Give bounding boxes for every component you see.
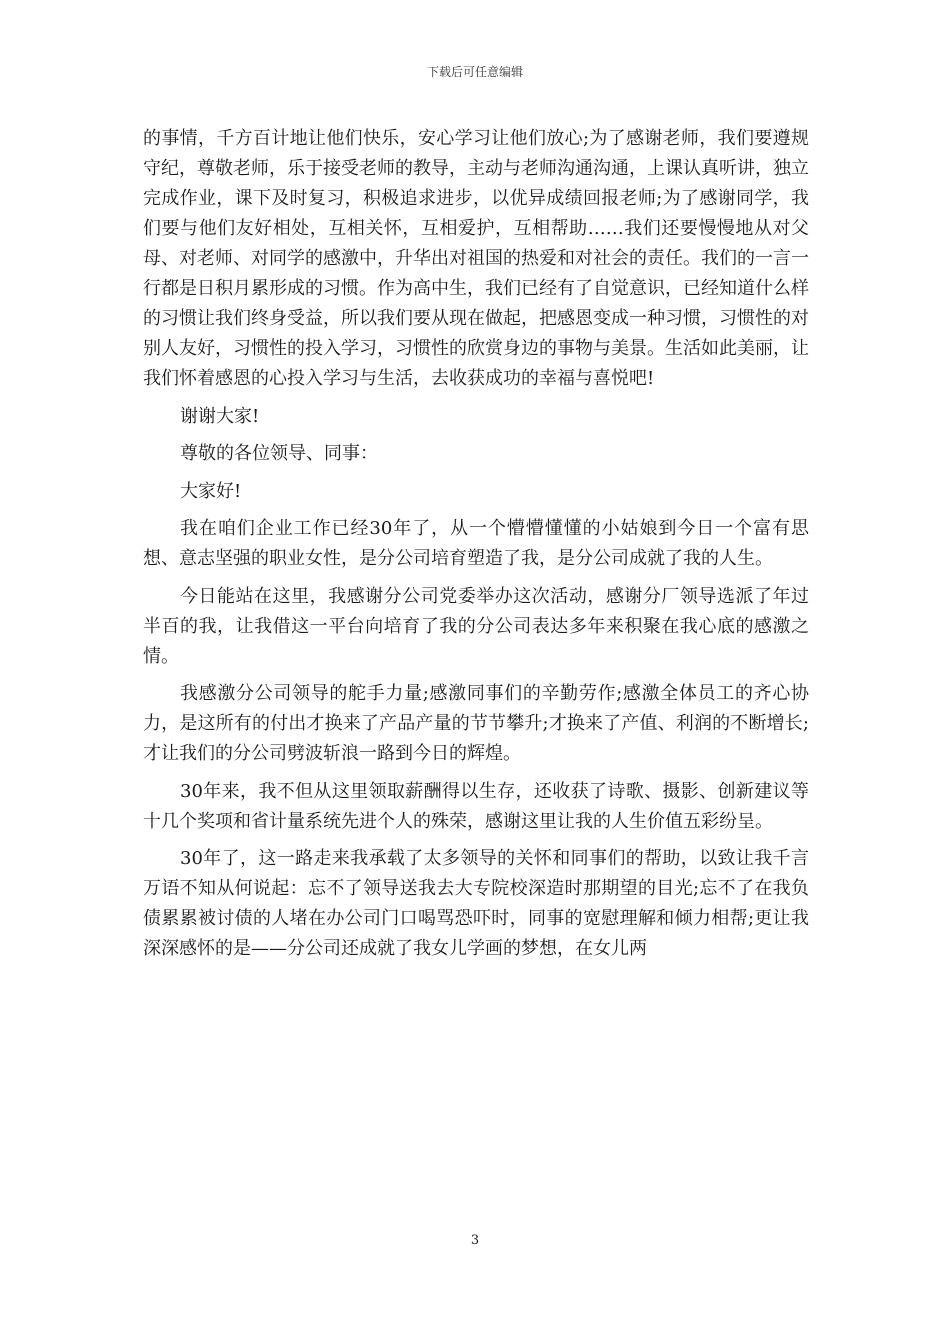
paragraph-achievements: 30年来，我不但从这里领取薪酬得以生存，还收获了诗歌、摄影、创新建议等十几个奖项和省计量系统先进个人的殊荣，感谢这里让我的人生价值五彩纷呈。 [143,780,809,832]
page-header: 下载后可任意编辑 [426,65,523,79]
paragraph-memories: 30年了，这一路走来我承载了太多领导的关怀和同事们的帮助，以致让我千言万语不知从何说起：忘不了领导送我去大专院校深造时那期望的目光;忘不了在我负债累累被讨债的人堵在办公司门口喝骂恐吓时，同事的宽慰理解和倾力相帮;更让我深深感怀的是——分公司还成就了我女儿学画的梦想，在女儿两 [143,848,809,959]
document-body [143,124,809,972]
paragraph-continued: 的事情，千方百计地让他们快乐，安心学习让他们放心;为了感谢老师，我们要遵规守纪，尊敬老师，乐于接受老师的教导，主动与老师沟通沟通，上课认真听讲，独立完成作业，课下及时复习，积极追求进步，以优异成绩回报老师;为了感谢同学，我们要与他们友好相处，互相关怀，互相爱护，互相帮助……我们还要慢慢地从对父母、对老师、对同学的感激中，升华出对祖国的热爱和对社会的责任。我们的一言一行都是日积月累形成的习惯。作为高中生，我们已经有了自觉意识，已经知道什么样的习惯让我们终身受益，所以我们要从现在做起，把感恩变成一种习惯，习惯性的对别人友好，习惯性的投入学习，习惯性的欣赏身边的事物与美景。生活如此美丽，让我们怀着感恩的心投入学习与生活，去收获成功的幸福与喜悦吧! [143,128,809,389]
paragraph-salutation: 尊敬的各位领导、同事： [180,443,378,464]
paragraph-appreciation: 我感激分公司领导的舵手力量;感激同事们的辛勤劳作;感激全体员工的齐心协力，是这所有的付出才换来了产品产量的节节攀升;才换来了产值、利润的不断增长;才让我们的分公司劈波斩浪一路到今日的辉煌。 [143,683,809,764]
paragraph-greeting: 大家好! [180,480,242,502]
page-number: 3 [470,1233,480,1248]
paragraph-thanks: 谢谢大家! [180,405,260,427]
paragraph-intro: 我在咱们企业工作已经30年了，从一个懵懵懂懂的小姑娘到今日一个富有思想、意志坚强的职业女性，是分公司培育塑造了我，是分公司成就了我的人生。 [143,518,809,569]
paragraph-gratitude: 今日能站在这里，我感谢分公司党委举办这次活动，感谢分厂领导选派了年过半百的我，让我借这一平台向培育了我的分公司表达多年来积聚在我心底的感激之情。 [143,585,809,667]
